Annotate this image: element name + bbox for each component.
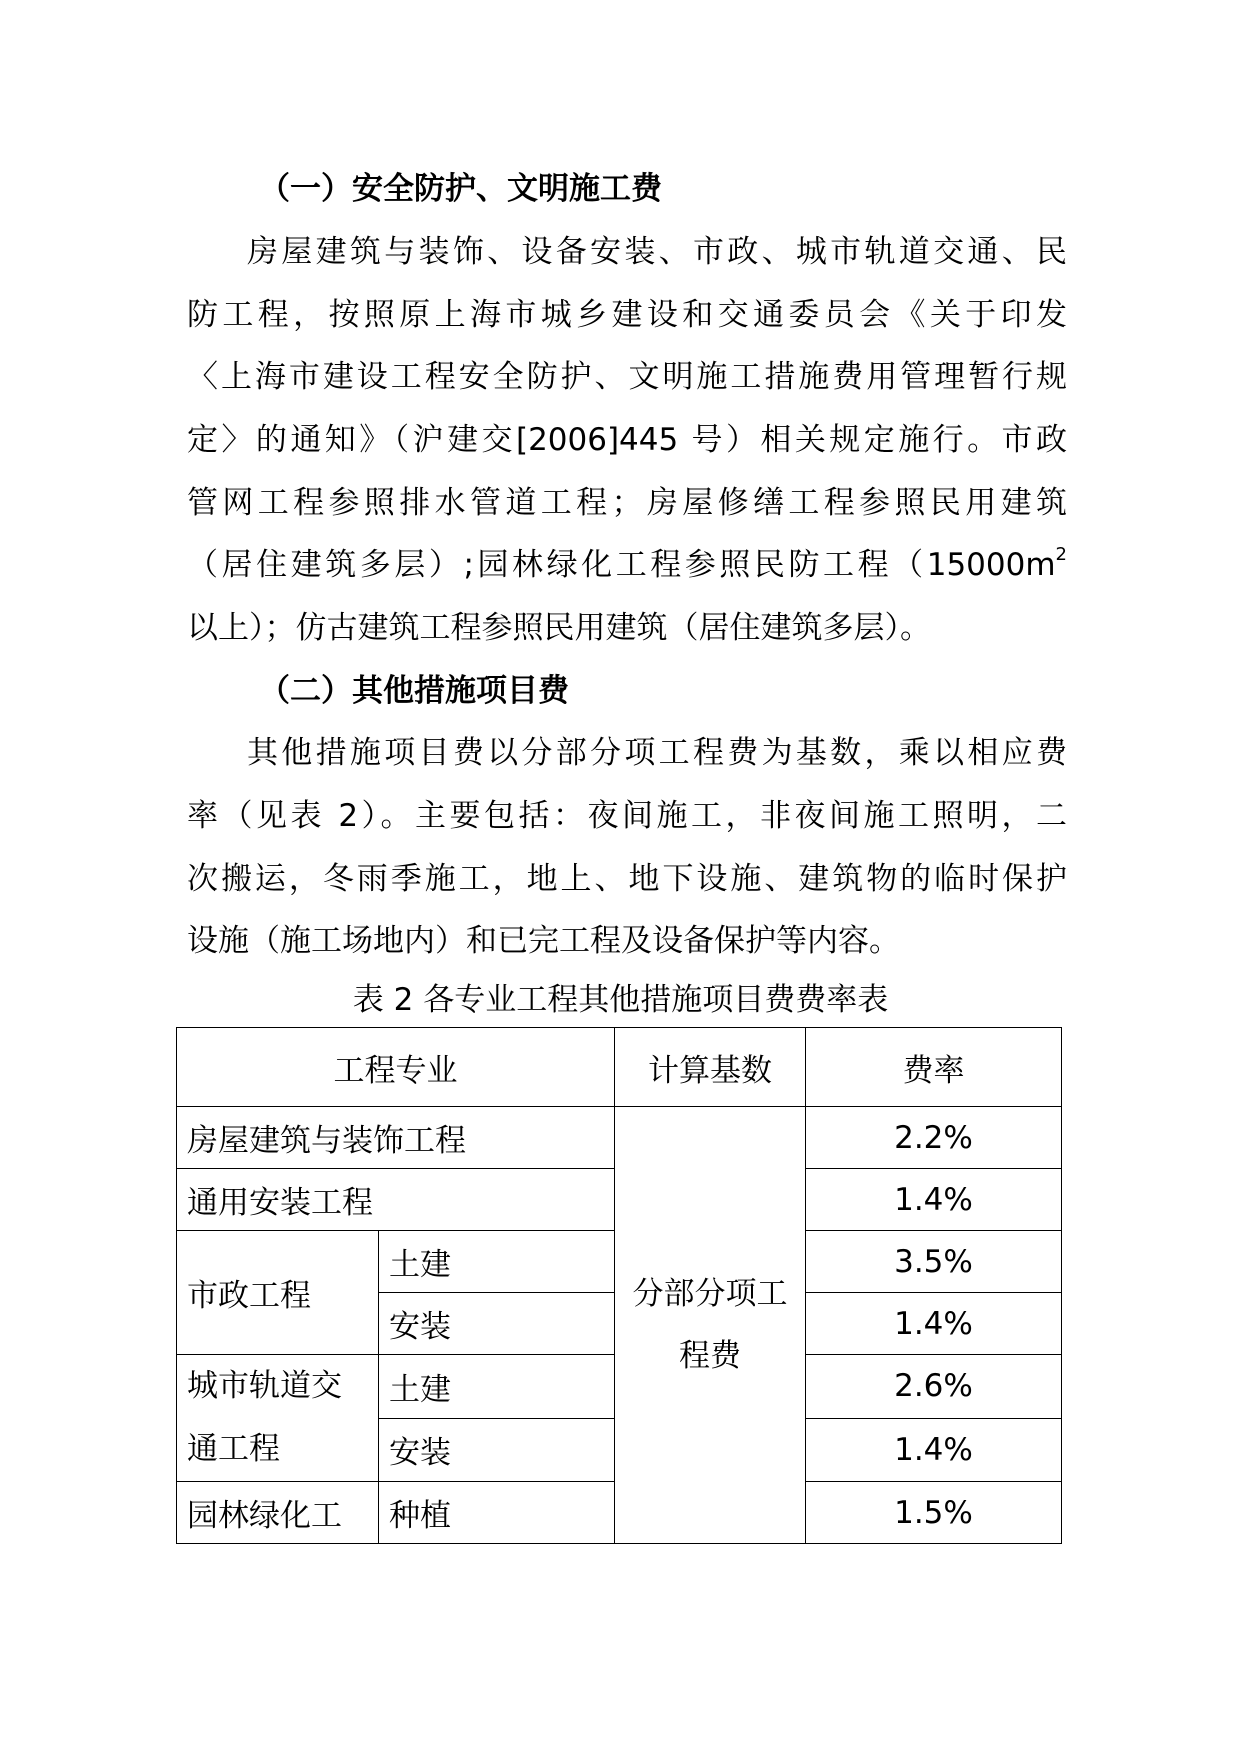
table-caption: 表 2 各专业工程其他措施项目费费率表: [352, 982, 889, 1018]
rate-cell: 1.4%: [806, 1293, 1062, 1355]
section1-heading: （一）安全防护、文明施工费: [259, 171, 662, 207]
calculation-base-cell: 分部分项工程费: [615, 1107, 806, 1544]
rate-cell: 3.5%: [806, 1231, 1062, 1293]
section1-line-1: 房屋建筑与装饰、设备安装、市政、城市轨道交通、民: [247, 234, 1067, 270]
area-unit-superscript: 2: [1055, 543, 1067, 565]
category-cell: 房屋建筑与装饰工程: [177, 1107, 615, 1169]
rate-table: [176, 1027, 1062, 1544]
section1-line-2: 防工程，按照原上海市城乡建设和交通委员会《关于印发: [187, 297, 1067, 333]
rate-cell: 2.2%: [806, 1107, 1062, 1169]
rate-cell: 2.6%: [806, 1355, 1062, 1419]
section1-line-3: 〈上海市建设工程安全防护、文明施工措施费用管理暂行规: [187, 359, 1067, 395]
header-discipline: 工程专业: [177, 1028, 615, 1107]
section1-line-7: 以上）；仿古建筑工程参照民用建筑（居住建筑多层）。: [187, 610, 931, 646]
rate-cell: 1.4%: [806, 1169, 1062, 1231]
table-row: [177, 1107, 1062, 1169]
category-cell: 城市轨道交通工程: [177, 1355, 379, 1482]
subcategory-cell: 土建: [379, 1231, 615, 1293]
category-cell: 园林绿化工: [177, 1482, 379, 1544]
section2-line-4: 设施（施工场地内）和已完工程及设备保护等内容。: [187, 923, 900, 959]
header-rate: 费率: [806, 1028, 1062, 1107]
section2-heading: （二）其他措施项目费: [259, 673, 569, 709]
table-header-row: [177, 1028, 1062, 1107]
header-base: 计算基数: [615, 1028, 806, 1107]
subcategory-cell: 安装: [379, 1418, 615, 1482]
section2-line-1: 其他措施项目费以分部分项工程费为基数，乘以相应费: [247, 735, 1067, 771]
section1-line-6: [187, 545, 1067, 585]
subcategory-cell: 种植: [379, 1482, 615, 1544]
section2-line-3: 次搬运，冬雨季施工，地上、地下设施、建筑物的临时保护: [187, 861, 1067, 897]
section2-line-2: 率（见表 2）。主要包括：夜间施工，非夜间施工照明，二: [187, 798, 1067, 834]
section1-line-5: 管网工程参照排水管道工程；房屋修缮工程参照民用建筑: [187, 485, 1067, 521]
rate-cell: 1.4%: [806, 1418, 1062, 1482]
section1-line-6-text: （居住建筑多层）;园林绿化工程参照民防工程（15000m: [187, 547, 1056, 583]
subcategory-cell: 安装: [379, 1293, 615, 1355]
section1-line-4: 定〉的通知》（沪建交[2006]445 号）相关规定施行。市政: [187, 422, 1067, 458]
rate-cell: 1.5%: [806, 1482, 1062, 1544]
category-cell: 通用安装工程: [177, 1169, 615, 1231]
category-cell: 市政工程: [177, 1231, 379, 1355]
subcategory-cell: 土建: [379, 1355, 615, 1419]
